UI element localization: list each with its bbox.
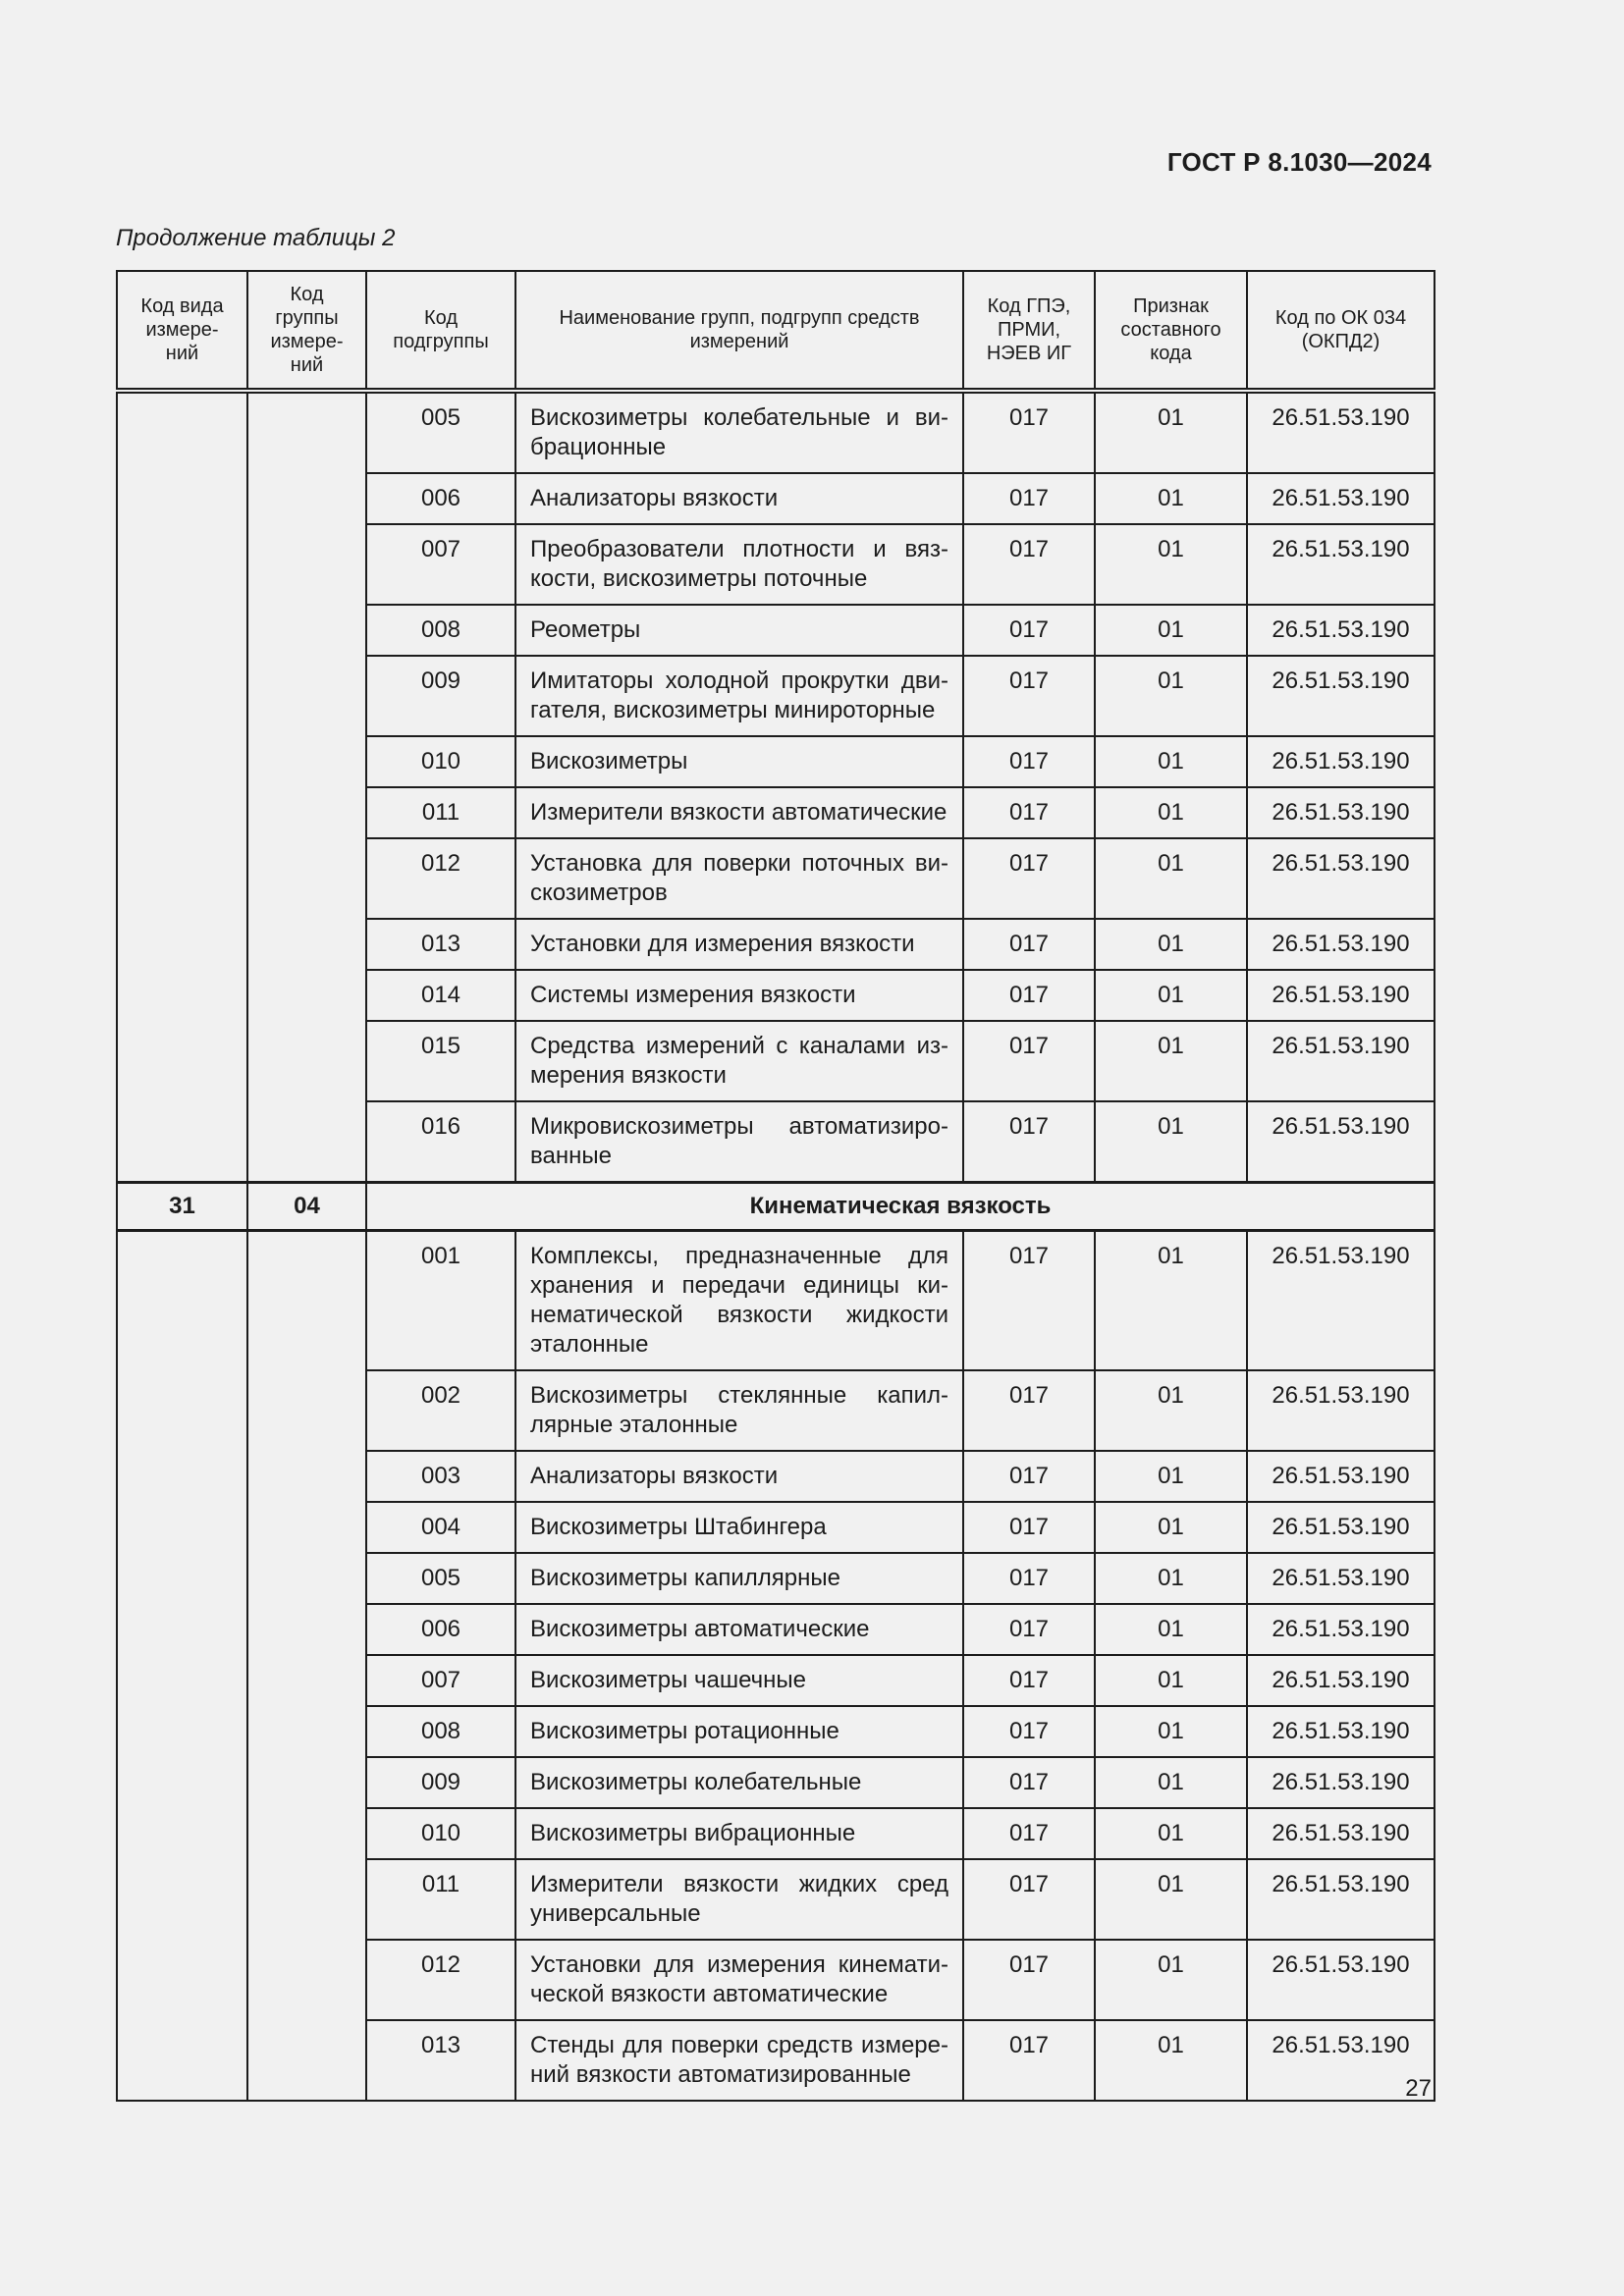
instrument-name-cell: Вискозиметры чашечные xyxy=(515,1655,963,1706)
gpe-code-cell: 017 xyxy=(963,1808,1095,1859)
composite-sign-cell: 01 xyxy=(1095,656,1247,736)
instrument-name-cell: Вискозиметры капиллярные xyxy=(515,1553,963,1604)
okpd-code-cell: 26.51.53.190 xyxy=(1247,605,1435,656)
okpd-code-cell: 26.51.53.190 xyxy=(1247,1370,1435,1451)
group-title: Кинематическая вязкость xyxy=(366,1183,1435,1231)
subgroup-code-cell: 009 xyxy=(366,1757,515,1808)
gpe-code-cell: 017 xyxy=(963,1370,1095,1451)
measurement-kind-code: 31 xyxy=(117,1183,247,1231)
gpe-code-cell: 017 xyxy=(963,1757,1095,1808)
subgroup-code-cell: 016 xyxy=(366,1101,515,1183)
gpe-code-cell: 017 xyxy=(963,391,1095,473)
subgroup-code-cell: 006 xyxy=(366,1604,515,1655)
subgroup-code-cell: 015 xyxy=(366,1021,515,1101)
group-heading-row xyxy=(117,1183,1435,1231)
subgroup-code-cell: 013 xyxy=(366,2020,515,2101)
composite-sign-cell: 01 xyxy=(1095,473,1247,524)
okpd-code-cell: 26.51.53.190 xyxy=(1247,1808,1435,1859)
okpd-code-cell: 26.51.53.190 xyxy=(1247,787,1435,838)
okpd-code-cell: 26.51.53.190 xyxy=(1247,970,1435,1021)
instrument-name-cell: Анализаторы вязкости xyxy=(515,473,963,524)
table-row xyxy=(117,1231,1435,1371)
header-line: Код xyxy=(423,307,458,329)
gpe-code-cell: 017 xyxy=(963,787,1095,838)
instrument-name-cell: Вискозиметры ротационные xyxy=(515,1706,963,1757)
okpd-code-cell: 26.51.53.190 xyxy=(1247,1940,1435,2020)
subgroup-code-cell: 012 xyxy=(366,838,515,919)
subgroup-code-cell: 004 xyxy=(366,1502,515,1553)
instrument-name-cell: Установка для поверки поточных ви-скозиметров xyxy=(515,838,963,919)
header-line: измере- xyxy=(145,319,219,341)
instrument-name-cell: Реометры xyxy=(515,605,963,656)
header-line: Наименование групп, подгрупп средств xyxy=(559,307,920,329)
gpe-code-cell: 017 xyxy=(963,1451,1095,1502)
subgroup-code-cell: 002 xyxy=(366,1370,515,1451)
composite-sign-cell: 01 xyxy=(1095,1757,1247,1808)
composite-sign-cell: 01 xyxy=(1095,1808,1247,1859)
header-line: НЭЕВ ИГ xyxy=(986,343,1072,364)
composite-sign-cell: 01 xyxy=(1095,919,1247,970)
okpd-code-cell: 26.51.53.190 xyxy=(1247,656,1435,736)
okpd-code-cell: 26.51.53.190 xyxy=(1247,1101,1435,1183)
gpe-code-cell: 017 xyxy=(963,838,1095,919)
composite-sign-cell: 01 xyxy=(1095,1021,1247,1101)
col-sign-header xyxy=(1095,271,1247,391)
gpe-code-cell: 017 xyxy=(963,1859,1095,1940)
gpe-code-cell: 017 xyxy=(963,736,1095,787)
composite-sign-cell: 01 xyxy=(1095,970,1247,1021)
composite-sign-cell: 01 xyxy=(1095,605,1247,656)
subgroup-code-cell: 012 xyxy=(366,1940,515,2020)
group-cell-empty xyxy=(247,1231,366,2102)
instrument-name-cell: Измерители вязкости автоматические xyxy=(515,787,963,838)
gpe-code-cell: 017 xyxy=(963,1021,1095,1101)
subgroup-code-cell: 011 xyxy=(366,787,515,838)
okpd-code-cell: 26.51.53.190 xyxy=(1247,1706,1435,1757)
gpe-code-cell: 017 xyxy=(963,1655,1095,1706)
okpd-code-cell: 26.51.53.190 xyxy=(1247,524,1435,605)
header-line: Код xyxy=(290,284,324,305)
composite-sign-cell: 01 xyxy=(1095,736,1247,787)
col-okpd-header xyxy=(1247,271,1435,391)
gpe-code-cell: 017 xyxy=(963,656,1095,736)
header-line: составного xyxy=(1120,319,1221,341)
header-line: кода xyxy=(1150,343,1192,364)
table-body xyxy=(117,391,1435,2101)
okpd-code-cell: 26.51.53.190 xyxy=(1247,1021,1435,1101)
instrument-name-cell: Системы измерения вязкости xyxy=(515,970,963,1021)
header-line: (ОКПД2) xyxy=(1301,331,1380,352)
header-line: Код по ОК 034 xyxy=(1274,307,1407,329)
subgroup-code-cell: 007 xyxy=(366,1655,515,1706)
gpe-code-cell: 017 xyxy=(963,1940,1095,2020)
composite-sign-cell: 01 xyxy=(1095,1231,1247,1371)
gpe-code-cell: 017 xyxy=(963,1604,1095,1655)
header-line: измере- xyxy=(270,331,344,352)
instrument-name-cell: Преобразователи плотности и вяз-кости, вискозиметры поточные xyxy=(515,524,963,605)
gpe-code-cell: 017 xyxy=(963,919,1095,970)
col-gpe-header xyxy=(963,271,1095,391)
col-name-header xyxy=(515,271,963,391)
instrument-name-cell: Вискозиметры колебательные xyxy=(515,1757,963,1808)
instrument-name-cell: Имитаторы холодной прокрутки дви-гателя, вискозиметры минироторные xyxy=(515,656,963,736)
subgroup-code-cell: 006 xyxy=(366,473,515,524)
instrument-name-cell: Комплексы, предназначенные для хранения и передачи единицы ки-нематической вязкости жидкости эталонные xyxy=(515,1231,963,1371)
col-kind-header xyxy=(117,271,247,391)
instrument-name-cell: Средства измерений с каналами из-мерения вязкости xyxy=(515,1021,963,1101)
subgroup-code-cell: 010 xyxy=(366,1808,515,1859)
okpd-code-cell: 26.51.53.190 xyxy=(1247,1655,1435,1706)
subgroup-code-cell: 010 xyxy=(366,736,515,787)
okpd-code-cell: 26.51.53.190 xyxy=(1247,1757,1435,1808)
okpd-code-cell: 26.51.53.190 xyxy=(1247,919,1435,970)
gpe-code-cell: 017 xyxy=(963,605,1095,656)
table-header-row xyxy=(117,271,1435,391)
gpe-code-cell: 017 xyxy=(963,1706,1095,1757)
kind-cell-empty xyxy=(117,1231,247,2102)
instrument-name-cell: Вискозиметры xyxy=(515,736,963,787)
okpd-code-cell: 26.51.53.190 xyxy=(1247,1859,1435,1940)
instrument-name-cell: Стенды для поверки средств измере-ний вязкости автоматизированные xyxy=(515,2020,963,2101)
instrument-name-cell: Вискозиметры автоматические xyxy=(515,1604,963,1655)
okpd-code-cell: 26.51.53.190 xyxy=(1247,2020,1435,2101)
gpe-code-cell: 017 xyxy=(963,1231,1095,1371)
composite-sign-cell: 01 xyxy=(1095,1859,1247,1940)
okpd-code-cell: 26.51.53.190 xyxy=(1247,1231,1435,1371)
col-group-header xyxy=(247,271,366,391)
composite-sign-cell: 01 xyxy=(1095,2020,1247,2101)
composite-sign-cell: 01 xyxy=(1095,1706,1247,1757)
composite-sign-cell: 01 xyxy=(1095,391,1247,473)
gpe-code-cell: 017 xyxy=(963,1502,1095,1553)
composite-sign-cell: 01 xyxy=(1095,1553,1247,1604)
subgroup-code-cell: 013 xyxy=(366,919,515,970)
instrument-name-cell: Вискозиметры вибрационные xyxy=(515,1808,963,1859)
subgroup-code-cell: 007 xyxy=(366,524,515,605)
subgroup-code-cell: 005 xyxy=(366,1553,515,1604)
subgroup-code-cell: 008 xyxy=(366,1706,515,1757)
header-line: ПРМИ, xyxy=(997,319,1061,341)
okpd-code-cell: 26.51.53.190 xyxy=(1247,473,1435,524)
instrument-name-cell: Установки для измерения кинемати-ческой вязкости автоматические xyxy=(515,1940,963,2020)
header-line: Код ГПЭ, xyxy=(987,295,1071,317)
header-line: ний xyxy=(290,354,324,376)
composite-sign-cell: 01 xyxy=(1095,1101,1247,1183)
group-cell-empty xyxy=(247,391,366,1183)
header-line: группы xyxy=(275,307,339,329)
table-row xyxy=(117,391,1435,473)
gpe-code-cell: 017 xyxy=(963,524,1095,605)
instrument-name-cell: Анализаторы вязкости xyxy=(515,1451,963,1502)
composite-sign-cell: 01 xyxy=(1095,1940,1247,2020)
kind-cell-empty xyxy=(117,391,247,1183)
instrument-name-cell: Измерители вязкости жидких сред универсальные xyxy=(515,1859,963,1940)
subgroup-code-cell: 009 xyxy=(366,656,515,736)
composite-sign-cell: 01 xyxy=(1095,1655,1247,1706)
instrument-name-cell: Вискозиметры Штабингера xyxy=(515,1502,963,1553)
subgroup-code-cell: 003 xyxy=(366,1451,515,1502)
okpd-code-cell: 26.51.53.190 xyxy=(1247,736,1435,787)
composite-sign-cell: 01 xyxy=(1095,524,1247,605)
instrument-name-cell: Вискозиметры стеклянные капил-лярные эталонные xyxy=(515,1370,963,1451)
subgroup-code-cell: 014 xyxy=(366,970,515,1021)
gpe-code-cell: 017 xyxy=(963,970,1095,1021)
codes-table xyxy=(116,270,1435,2102)
subgroup-code-cell: 001 xyxy=(366,1231,515,1371)
header-line: Код вида xyxy=(140,295,224,317)
header-line: ний xyxy=(165,343,199,364)
subgroup-code-cell: 005 xyxy=(366,391,515,473)
gpe-code-cell: 017 xyxy=(963,1553,1095,1604)
composite-sign-cell: 01 xyxy=(1095,838,1247,919)
instrument-name-cell: Микровискозиметры автоматизиро-ванные xyxy=(515,1101,963,1183)
okpd-code-cell: 26.51.53.190 xyxy=(1247,1604,1435,1655)
col-subgroup-header xyxy=(366,271,515,391)
instrument-name-cell: Вискозиметры колебательные и ви-брационные xyxy=(515,391,963,473)
composite-sign-cell: 01 xyxy=(1095,1502,1247,1553)
composite-sign-cell: 01 xyxy=(1095,1370,1247,1451)
gpe-code-cell: 017 xyxy=(963,1101,1095,1183)
header-line: измерений xyxy=(689,331,789,352)
okpd-code-cell: 26.51.53.190 xyxy=(1247,1502,1435,1553)
composite-sign-cell: 01 xyxy=(1095,787,1247,838)
okpd-code-cell: 26.51.53.190 xyxy=(1247,838,1435,919)
composite-sign-cell: 01 xyxy=(1095,1451,1247,1502)
gpe-code-cell: 017 xyxy=(963,2020,1095,2101)
composite-sign-cell: 01 xyxy=(1095,1604,1247,1655)
document-id: ГОСТ Р 8.1030—2024 xyxy=(1166,147,1432,177)
okpd-code-cell: 26.51.53.190 xyxy=(1247,391,1435,473)
okpd-code-cell: 26.51.53.190 xyxy=(1247,1451,1435,1502)
page-number: 27 xyxy=(1405,2075,1432,2102)
table-caption: Продолжение таблицы 2 xyxy=(116,225,396,251)
header-line: Признак xyxy=(1133,295,1209,317)
gpe-code-cell: 017 xyxy=(963,473,1095,524)
okpd-code-cell: 26.51.53.190 xyxy=(1247,1553,1435,1604)
header-line: подгруппы xyxy=(393,331,489,352)
measurement-group-code: 04 xyxy=(247,1183,366,1231)
subgroup-code-cell: 011 xyxy=(366,1859,515,1940)
instrument-name-cell: Установки для измерения вязкости xyxy=(515,919,963,970)
subgroup-code-cell: 008 xyxy=(366,605,515,656)
